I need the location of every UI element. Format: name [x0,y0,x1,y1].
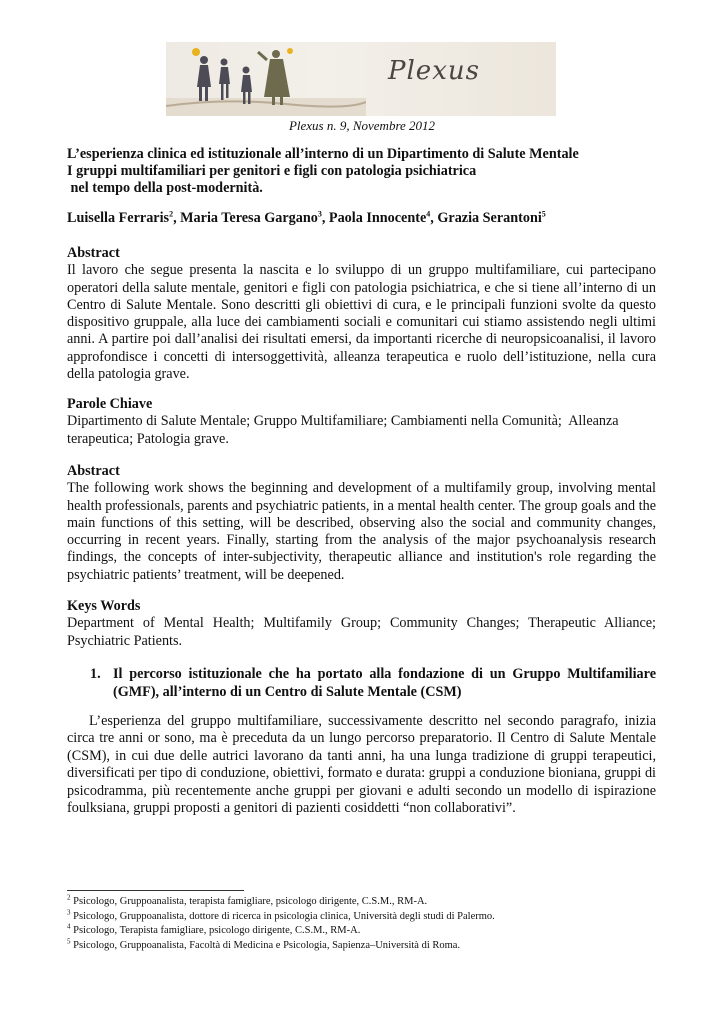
footnote [67,939,667,954]
author-separator: , [430,210,438,226]
keywords-english [67,598,656,650]
footnote [67,910,667,925]
author-name: Luisella Ferraris [67,210,170,226]
keywords-text: Department of Mental Health; Multifamily Group; Community Changes; Therapeutic Alliance; Psychiatric Patients. [67,615,656,649]
title-line: L’esperienza clinica ed istituzionale all’interno di un Dipartimento di Salute Mentale [67,146,579,162]
footnote-text: Psicologo, Terapista famigliare, psicologo dirigente, C.S.M., RM-A. [70,925,361,937]
footnote-mark: 2 [67,893,71,902]
author-footnote-mark: 2 [169,209,174,219]
keywords-heading: Keys Words [67,598,141,614]
title-line: nel tempo della post-modernità. [67,180,263,196]
author-name: Maria Teresa Gargano [180,210,318,226]
author-separator: , [321,210,329,226]
keywords-heading: Parole Chiave [67,396,153,412]
title-line: I gruppi multifamiliari per genitori e figli con patologia psichiatrica [67,163,477,179]
author-footnote-mark: 3 [317,209,322,219]
journal-wordmark: Plexus [388,56,480,86]
journal-banner [166,42,556,116]
footnote-mark: 5 [67,937,71,946]
footnote-divider [67,890,244,891]
author-list [67,210,546,227]
keywords-italian [67,396,656,448]
section-heading [90,665,656,701]
banner-figures-illustration [166,42,366,116]
footnotes [67,895,667,954]
author-name: Paola Innocente [328,210,427,226]
footnote-text: Psicologo, Gruppoanalista, terapista famigliare, psicologo dirigente, C.S.M., RM-A. [70,896,428,907]
section-number: 1. [90,666,101,682]
footnote-mark: 4 [67,922,71,931]
abstract-heading: Abstract [67,463,120,479]
footnote-text: Psicologo, Gruppoanalista, dottore di ricerca in psicologia clinica, Università degli studi di Palermo. [70,910,495,922]
abstract-text: The following work shows the beginning and development of a multifamily group, involving mental health professionals, parents and psychiatric patients, in a mental health center. The group goals and the main functions of this setting, will be described, observing also the social and community changes, occurring in recent years. Finally, starting from the analysis of the major psychoanalysis research findings, the concepts of inter-subjectivity, therapeutic alliance and institution's role regarding the psychiatric patients’ treatment, will be deepened. [67,480,656,583]
author-footnote-mark: 5 [541,209,546,219]
section-title: Il percorso istituzionale che ha portato alla fondazione di un Gruppo Multifamiliare (GMF), all’interno di un Centro di Salute Mentale (CSM) [113,666,656,700]
abstract-italian [67,245,656,383]
footnote [67,895,667,910]
keywords-text: Dipartimento di Salute Mentale; Gruppo Multifamiliare; Cambiamenti nella Comunità; Alleanza terapeutica; Patologia grave. [67,413,623,447]
author-footnote-mark: 4 [426,209,431,219]
abstract-heading: Abstract [67,245,120,261]
footnote-text: Psicologo, Gruppoanalista, Facoltà di Medicina e Psicologia, Sapienza–Università di Roma. [70,940,461,952]
paper-title [67,146,657,197]
issue-line: Plexus n. 9, Novembre 2012 [288,118,436,133]
author-name: Grazia Serantoni [437,210,542,226]
abstract-english [67,463,656,584]
footnote-mark: 3 [67,908,71,917]
author-separator: , [173,210,181,226]
footnote [67,924,667,939]
body-paragraph: L’esperienza del gruppo multifamiliare, successivamente descritto nel secondo paragrafo, inizia circa tre anni or sono, ma è preceduta da un lungo percorso preparatorio. Il Centro di Salute Mentale (CSM), in cui due delle autrici lavorano da tanti anni, ha una lunga tradizione di gruppi terapeutici, diversificati per tipo di conduzione, obiettivi, formato e durata: gruppi a conduzione bioniana, gruppi di psicodramma, più recentemente anche gruppi per giovani e adulti secondo un modello di ispirazione foulksiana, gruppi proposti a genitori di pazienti cosiddetti “non collaborativi”. [67,713,656,817]
abstract-text: Il lavoro che segue presenta la nascita e lo sviluppo di un gruppo multifamiliare, cui partecipano operatori della salute mentale, genitori e figli con patologia psichiatrica, e che si tiene all’interno di un Centro di Salute Mentale. Sono descritti gli obiettivi di cura, e le principali funzioni svolte da questo dispositivo gruppale, alla luce dei cambiamenti sociali e comunitari cui stiamo assistendo negli ultimi anni. A partire poi dall’analisi dei risultati emersi, da importanti ricerche di neuropsicoanalisi, il lavoro approfondisce i concetti di intersoggettività, alleanza terapeutica e ruolo dell’istituzione, nella cura della patologia grave. [67,262,656,383]
